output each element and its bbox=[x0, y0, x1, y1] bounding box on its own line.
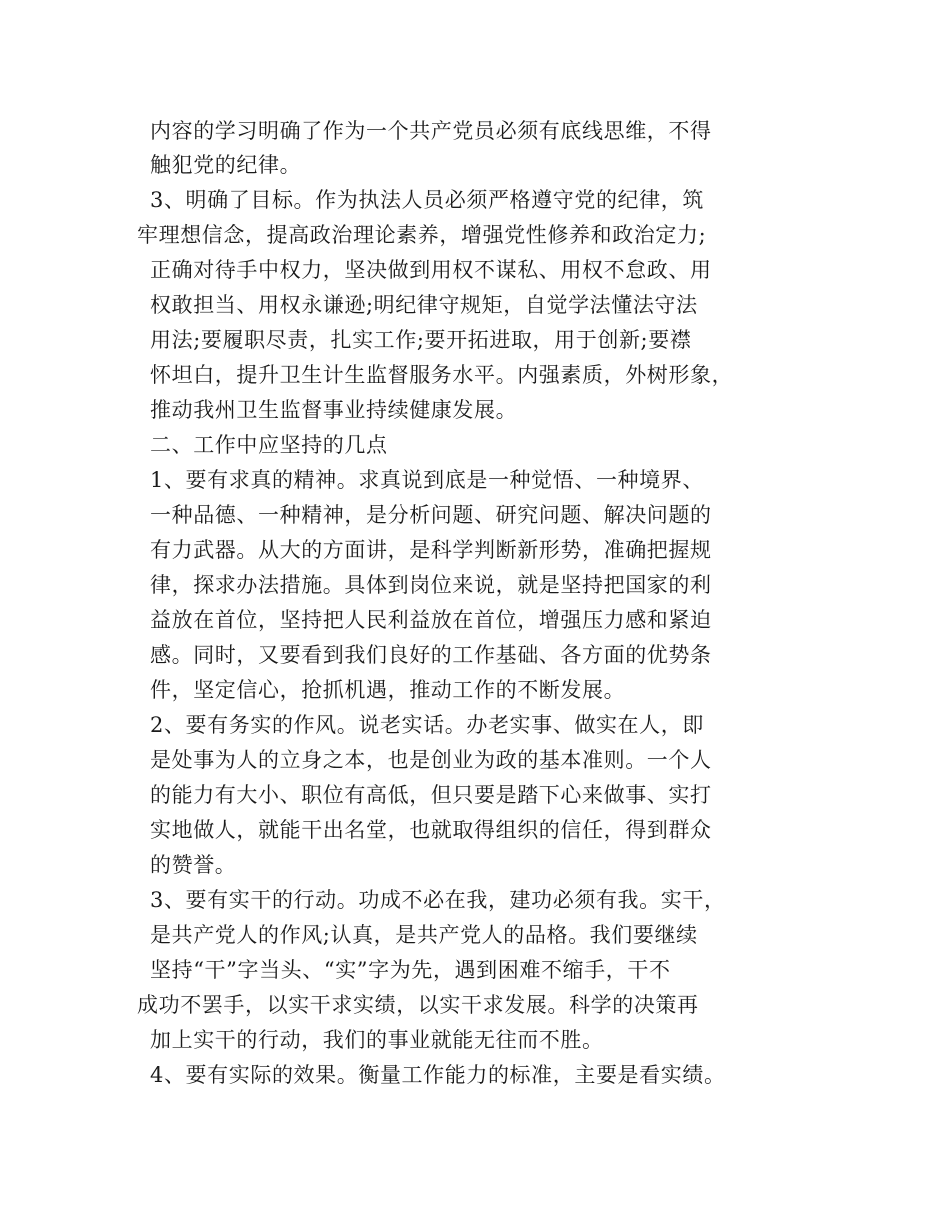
text-line: 1、要有求真的精神。求真说到底是一种觉悟、一种境界、 bbox=[150, 468, 704, 492]
text-line: 的赞誉。 bbox=[150, 853, 237, 877]
text-line: 一种品德、一种精神，是分析问题、研究问题、解决问题的 bbox=[150, 503, 712, 527]
text-line: 用法;要履职尽责，扎实工作;要开拓进取，用于创新;要襟 bbox=[150, 328, 692, 352]
text-line: 件，坚定信心，抢抓机遇，推动工作的不断发展。 bbox=[150, 678, 626, 702]
text-line: 感。同时，又要看到我们良好的工作基础、各方面的优势条 bbox=[150, 643, 712, 667]
text-line: 成功不罢手，以实干求实绩，以实干求发展。科学的决策再 bbox=[137, 993, 699, 1017]
text-line: 是处事为人的立身之本，也是创业为政的基本准则。一个人 bbox=[150, 748, 712, 772]
text-line: 有力武器。从大的方面讲，是科学判断新形势，准确把握规 bbox=[150, 538, 712, 562]
text-line: 4、要有实际的效果。衡量工作能力的标准，主要是看实绩。 bbox=[150, 1063, 726, 1087]
text-line: 加上实干的行动，我们的事业就能无往而不胜。 bbox=[150, 1028, 604, 1052]
text-line: 是共产党人的作风;认真，是共产党人的品格。我们要继续 bbox=[150, 923, 698, 947]
text-line: 3、明确了目标。作为执法人员必须严格遵守党的纪律，筑 bbox=[150, 188, 704, 212]
text-line: 牢理想信念，提高政治理论素养，增强党性修养和政治定力; bbox=[137, 223, 707, 247]
section-heading: 二、工作中应坚持的几点 bbox=[150, 433, 388, 457]
text-line: 2、要有务实的作风。说老实话。办老实事、做实在人，即 bbox=[150, 713, 704, 737]
text-line: 坚持“干”字当头、“实”字为先，遇到困难不缩手，干不 bbox=[150, 958, 671, 982]
text-line: 正确对待手中权力，坚决做到用权不谋私、用权不怠政、用 bbox=[150, 258, 712, 282]
text-line: 益放在首位，坚持把人民利益放在首位，增强压力感和紧迫 bbox=[150, 608, 712, 632]
text-line: 权敢担当、用权永谦逊;明纪律守规矩，自觉学法懂法守法 bbox=[150, 293, 698, 317]
text-line: 怀坦白，提升卫生计生监督服务水平。内强素质，外树形象， bbox=[150, 363, 734, 387]
text-line: 的能力有大小、职位有高低，但只要是踏下心来做事、实打 bbox=[150, 783, 712, 807]
text-line: 3、要有实干的行动。功成不必在我，建功必须有我。实干， bbox=[150, 888, 726, 912]
text-line: 内容的学习明确了作为一个共产党员必须有底线思维，不得 bbox=[150, 119, 712, 143]
text-line: 律，探求办法措施。具体到岗位来说，就是坚持把国家的利 bbox=[150, 573, 712, 597]
text-line: 推动我州卫生监督事业持续健康发展。 bbox=[150, 398, 518, 422]
text-line: 实地做人，就能干出名堂，也就取得组织的信任，得到群众 bbox=[150, 818, 712, 842]
text-line: 触犯党的纪律。 bbox=[150, 153, 302, 177]
